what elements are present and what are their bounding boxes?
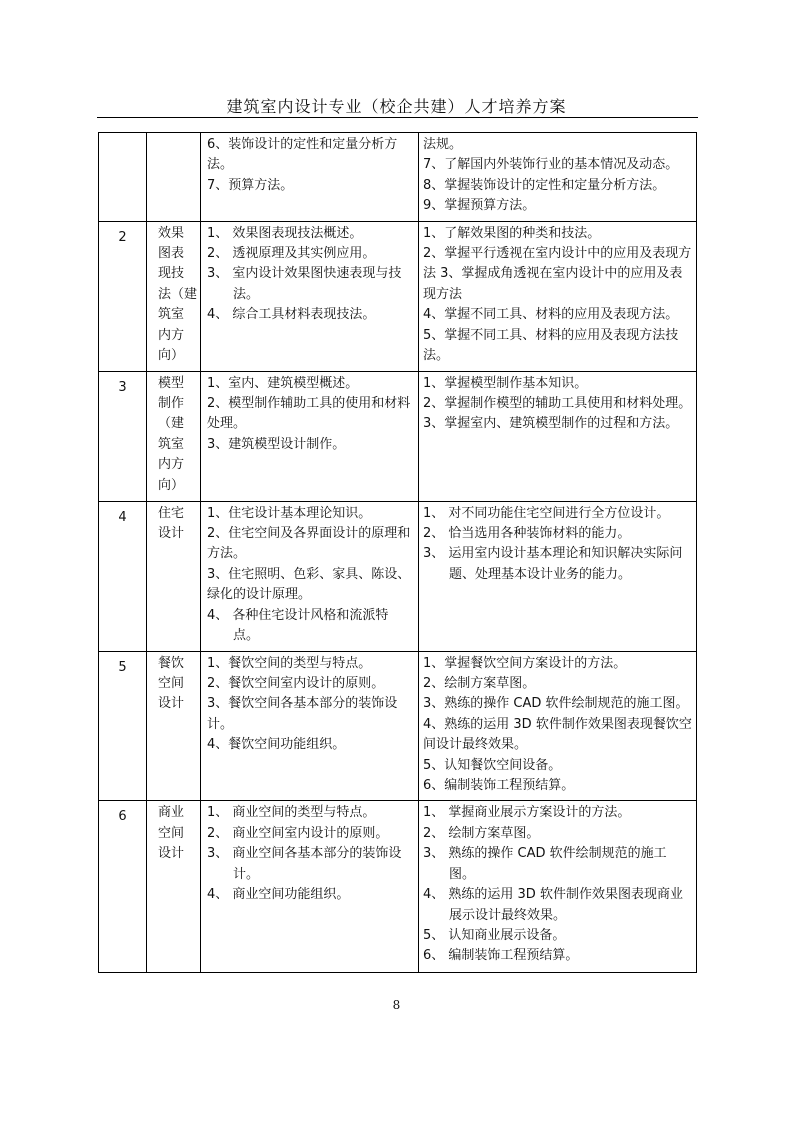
requirement-item: 6、编制装饰工程预结算。	[423, 778, 575, 794]
requirement-item: 5、掌握不同工具、材料的应用及表现方法技法。	[423, 327, 679, 364]
requirement-item: 1、掌握餐饮空间方案设计的方法。	[423, 655, 627, 671]
course-name-cell	[147, 221, 201, 371]
row-number-cell: 6	[99, 801, 147, 973]
content-item: 3、 室内设计效果图快速表现与技法。	[207, 266, 402, 302]
course-name-line: 内方	[158, 457, 185, 473]
course-name-cell	[147, 133, 201, 222]
requirement-item: 5、 认知商业展示设备。	[423, 927, 566, 943]
requirements-cell	[419, 801, 697, 973]
requirements-cell	[419, 371, 697, 501]
teaching-content-cell	[201, 651, 419, 801]
row-number-cell: 2	[99, 221, 147, 371]
requirement-item: 3、熟练的操作 CAD 软件绘制规范的施工图。	[423, 696, 689, 712]
course-name-line: 空间	[158, 825, 185, 841]
row-number-cell	[99, 133, 147, 222]
content-item: 7、预算方法。	[207, 177, 294, 193]
course-name-cell	[147, 501, 201, 651]
content-item: 3、建筑模型设计制作。	[207, 436, 346, 452]
requirement-item: 6、 编制装饰工程预结算。	[423, 948, 579, 964]
teaching-content-cell	[201, 133, 419, 222]
course-name-line: 法（建	[158, 286, 198, 302]
requirement-item: 法规。	[423, 137, 463, 152]
row-number-cell: 4	[99, 501, 147, 651]
course-content-table	[98, 132, 697, 973]
teaching-content-cell	[201, 371, 419, 501]
content-item: 2、 透视原理及其实例应用。	[207, 246, 376, 262]
course-name-line: 制作	[158, 396, 185, 412]
content-item: 1、 效果图表现技法概述。	[207, 225, 363, 241]
course-name-cell	[147, 801, 201, 973]
requirements-cell	[419, 221, 697, 371]
content-item: 2、模型制作辅助工具的使用和材料处理。	[207, 396, 411, 432]
requirement-item: 9、掌握预算方法。	[423, 198, 536, 214]
content-item: 4、 各种住宅设计风格和流派特点。	[207, 607, 389, 644]
table-row	[99, 221, 697, 371]
requirements-cell	[419, 501, 697, 651]
requirement-item: 4、 熟练的运用 3D 软件制作效果图表现商业展示设计最终效果。	[423, 887, 683, 923]
requirement-item: 2、 绘制方案草图。	[423, 825, 540, 841]
requirement-item: 4、掌握不同工具、材料的应用及表现方法。	[423, 307, 679, 323]
table-row	[99, 501, 697, 651]
table-row	[99, 371, 697, 501]
requirement-item: 3、 运用室内设计基本理论和知识解决实际问题、处理基本设计业务的能力。	[423, 546, 683, 582]
requirement-item: 1、了解效果图的种类和技法。	[423, 225, 601, 241]
course-name-line: 向）	[158, 477, 185, 493]
row-number-cell: 5	[99, 651, 147, 801]
content-item: 3、住宅照明、色彩、家具、陈设、绿化的设计原理。	[207, 566, 411, 603]
requirement-item: 8、掌握装饰设计的定性和定量分析方法。	[423, 177, 666, 193]
requirement-item: 3、掌握室内、建筑模型制作的过程和方法。	[423, 416, 679, 432]
requirement-item: 5、认知餐饮空间设备。	[423, 757, 562, 773]
row-number-cell: 3	[99, 371, 147, 501]
requirement-item: 4、熟练的运用 3D 软件制作效果图表现餐饮空间设计最终效果。	[423, 716, 692, 753]
course-name-line: 设计	[158, 526, 185, 542]
requirement-item: 1、 对不同功能住宅空间进行全方位设计。	[423, 505, 670, 521]
teaching-content-cell	[201, 501, 419, 651]
table-row	[99, 133, 697, 222]
content-item: 1、室内、建筑模型概述。	[207, 375, 359, 391]
content-item: 4、 商业空间功能组织。	[207, 887, 350, 903]
course-name-line: 设计	[158, 696, 185, 712]
requirement-item: 2、掌握平行透视在室内设计中的应用及表现方法 3、掌握成角透视在室内设计中的应用及表现方法	[423, 246, 692, 302]
content-item: 3、 商业空间各基本部分的装饰设计。	[207, 846, 402, 882]
course-name-line: 筑室	[158, 436, 185, 452]
course-name-line: 效果	[158, 225, 185, 241]
requirement-item: 3、 熟练的操作 CAD 软件绘制规范的施工图。	[423, 846, 667, 882]
content-item: 2、 商业空间室内设计的原则。	[207, 825, 389, 841]
requirements-cell	[419, 133, 697, 222]
page-number: 8	[392, 998, 401, 1012]
content-item: 2、住宅空间及各界面设计的原理和方法。	[207, 526, 411, 562]
content-item: 4、 综合工具材料表现技法。	[207, 307, 376, 323]
content-item: 4、餐饮空间功能组织。	[207, 737, 346, 753]
content-item: 1、 商业空间的类型与特点。	[207, 805, 376, 821]
requirement-item: 2、 恰当选用各种装饰材料的能力。	[423, 526, 631, 542]
requirement-item: 1、 掌握商业展示方案设计的方法。	[423, 805, 631, 821]
course-name-line: 现技	[158, 266, 185, 282]
content-item: 6、装饰设计的定性和定量分析方法。	[207, 137, 398, 173]
requirement-item: 2、绘制方案草图。	[423, 676, 536, 692]
course-name-line: 内方	[158, 327, 185, 343]
course-name-line: 模型	[158, 375, 185, 391]
course-name-line: 餐饮	[158, 655, 185, 671]
header-divider	[97, 117, 698, 118]
table-row	[99, 651, 697, 801]
requirement-item: 7、了解国内外装饰行业的基本情况及动态。	[423, 157, 679, 173]
requirement-item: 2、掌握制作模型的辅助工具使用和材料处理。	[423, 396, 692, 412]
course-name-line: 空间	[158, 676, 185, 692]
content-item: 1、餐饮空间的类型与特点。	[207, 655, 372, 671]
content-item: 2、餐饮空间室内设计的原则。	[207, 676, 385, 692]
teaching-content-cell	[201, 801, 419, 973]
course-name-line: （建	[158, 416, 185, 432]
teaching-content-cell	[201, 221, 419, 371]
requirement-item: 1、掌握模型制作基本知识。	[423, 375, 588, 391]
course-name-line: 设计	[158, 846, 185, 862]
course-name-line: 图表	[158, 246, 185, 262]
course-name-line: 商业	[158, 805, 185, 821]
course-name-line: 向）	[158, 348, 185, 364]
course-name-cell	[147, 651, 201, 801]
course-name-line: 筑室	[158, 307, 185, 323]
course-name-cell	[147, 371, 201, 501]
content-item: 1、住宅设计基本理论知识。	[207, 505, 372, 521]
document-header-title: 建筑室内设计专业（校企共建）人才培养方案	[226, 97, 567, 116]
course-name-line: 住宅	[158, 505, 185, 521]
content-item: 3、餐饮空间各基本部分的装饰设计。	[207, 696, 398, 732]
table-row	[99, 801, 697, 973]
requirements-cell	[419, 651, 697, 801]
